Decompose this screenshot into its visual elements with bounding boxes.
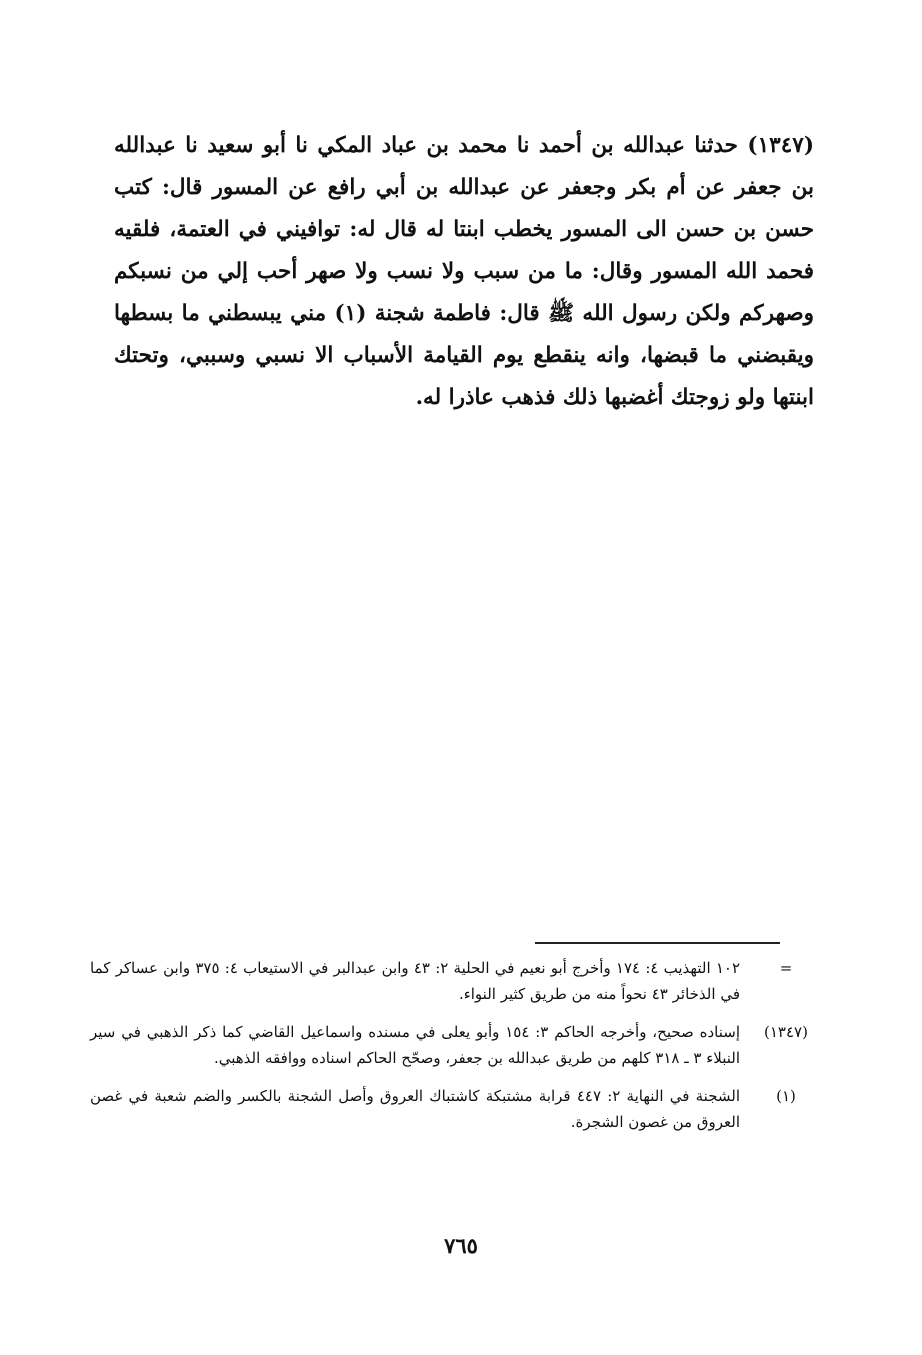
hadith-text bbox=[114, 125, 814, 419]
footnote-text: إسناده صحيح، وأخرجه الحاكم ٣: ١٥٤ وأبو يعلى في مسنده واسماعيل القاضي كما ذكر الذهبي في سير النبلاء ٣ ـ ٣١٨ كلهم من طريق عبدالله بن جعفر، وصحّح الحاكم اسناده ووافقه الذهبي. bbox=[90, 1023, 740, 1067]
footnote-marker: = bbox=[779, 959, 793, 977]
page-number: ٧٦٥ bbox=[444, 1233, 478, 1258]
footnote-divider bbox=[535, 942, 780, 944]
footnote-marker: (١٣٤٧) bbox=[764, 1023, 808, 1041]
hadith-paragraph: (١٣٤٧) حدثنا عبدالله بن أحمد نا محمد بن عباد المكي نا أبو سعيد نا عبدالله بن جعفر عن أم بكر وجعفر عن عبدالله بن أبي رافع عن المسور قال: كتب حسن بن حسن الى المسور يخطب ابنتا له قال له: توافيني في العتمة، فلقيه فحمد الله المسور وقال: ما من سبب ولا نسب ولا صهر أحب إلي من نسبكم وصهركم ولكن رسول الله ﷺ قال: فاطمة شجنة (١) مني يبسطني ما بسطها ويقبضني ما قبضها، وانه ينقطع يوم القيامة الأسباب الا نسبي وسببي، وتحتك ابنتها ولو زوجتك أغضبها ذلك فذهب عاذرا له. bbox=[114, 133, 814, 410]
footnote-text: الشجنة في النهاية ٢: ٤٤٧ قرابة مشتبكة كاشتباك العروق وأصل الشجنة بالكسر والضم شعبة في غصن العروق من غصون الشجرة. bbox=[90, 1087, 740, 1131]
footnote-marker: (١) bbox=[776, 1087, 796, 1105]
footnote-continuation bbox=[90, 955, 810, 1007]
footnote-text: ١٠٢ التهذيب ٤: ١٧٤ وأخرج أبو نعيم في الحلية ٢: ٤٣ وابن عبدالبر في الاستيعاب ٤: ٣٧٥ وابن عساكر كما في الذخائر ٤٣ نحواً منه من طريق كثير النواء. bbox=[90, 959, 741, 1003]
footnote-1347 bbox=[90, 1019, 810, 1071]
footnote-1 bbox=[90, 1083, 810, 1135]
footnotes-section bbox=[90, 955, 810, 1147]
